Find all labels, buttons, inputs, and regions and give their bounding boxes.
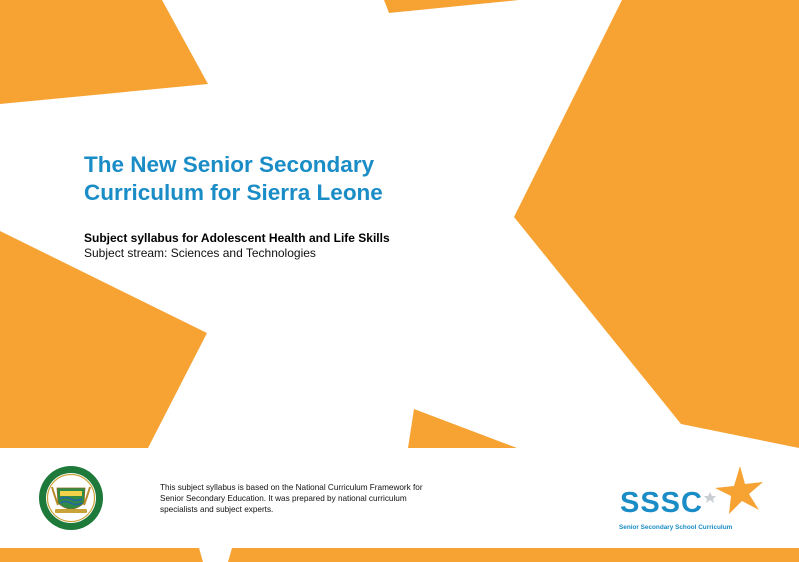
title-line-2: Curriculum for Sierra Leone [84, 180, 383, 205]
white-notch-bottom [199, 548, 232, 562]
sssc-logo-subtitle: Senior Secondary School Curriculum [619, 524, 733, 531]
orange-shape-left [0, 231, 207, 448]
curriculum-note: This subject syllabus is based on the National Curriculum Framework for Senior Secondary Education. It was prepared by national curriculum specialists and subject experts. [160, 483, 423, 514]
orange-shape-right [514, 0, 799, 448]
sssc-logo-text: SSSC [620, 487, 703, 519]
syllabus-subject: Subject syllabus for Adolescent Health and Life Skills [84, 231, 390, 245]
orange-shape-bottom-middle [408, 409, 517, 448]
ministry-seal-icon [38, 465, 104, 531]
orange-shape-top [384, 0, 519, 13]
page-title [84, 151, 504, 207]
title-line-1: The New Senior Secondary [84, 152, 375, 177]
orange-shape-top-left [0, 0, 208, 104]
subject-stream: Subject stream: Sciences and Technologies [84, 246, 316, 260]
orange-bottom-strip [0, 548, 799, 562]
